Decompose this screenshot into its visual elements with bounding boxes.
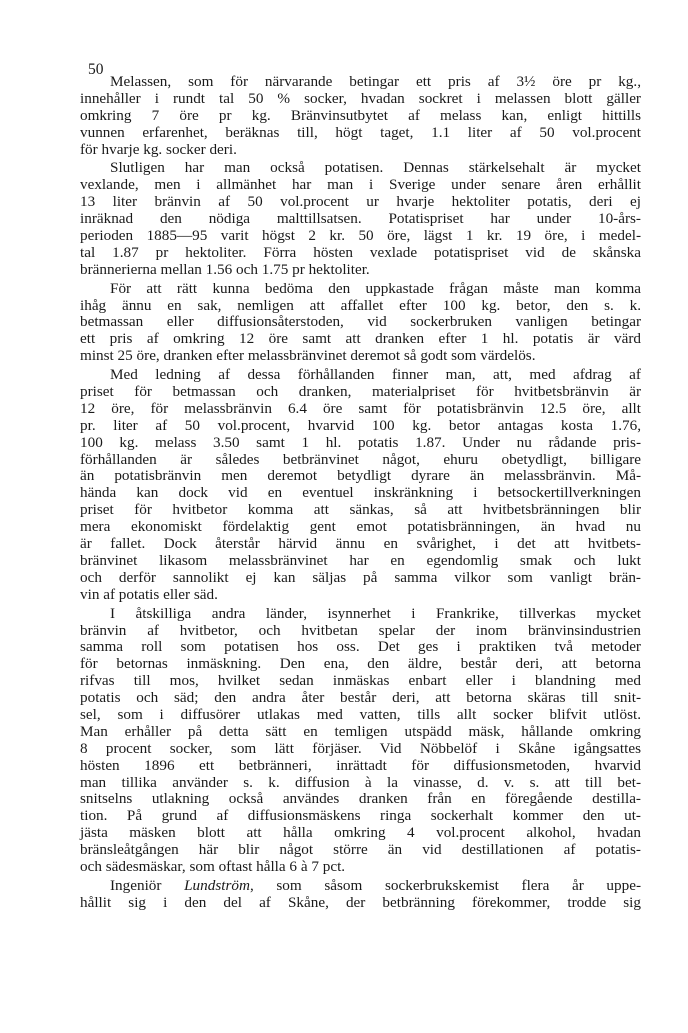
text-line: potatis och säd; den andra åter består deri, att betorna skäras till snit- — [80, 689, 641, 707]
body-text — [80, 74, 641, 914]
text-line: 13 liter bränvin af 50 vol.procent ur hvarje hektoliter potatis, deri ej — [80, 193, 641, 211]
paragraph — [80, 160, 641, 278]
text-line: 8 procent socker, som lätt förjäser. Vid Nöbbelöf i Skåne igångsattes — [80, 739, 641, 757]
text-line: sel, som i diffusörer utlakas med vatten, tills allt socker blifvit utlöst. — [80, 705, 641, 723]
text-line: mera ekonomiskt fördelaktig gent emot potatisbränningen, än hvad nu — [80, 518, 641, 536]
text-line: och derför sannolikt ej kan säljas på samma vilkor som vanligt brän- — [80, 568, 641, 586]
paragraph — [80, 367, 641, 603]
text-line: samma roll som potatisen hos oss. Det ges i praktiken två metoder — [80, 638, 641, 656]
text-line: priset för betmassan och dranken, materialpriset för hvitbetsbränvin är — [80, 383, 641, 401]
text-line: Med ledning af dessa förhållanden finner man, att, med afdrag af — [110, 366, 641, 384]
text-line: vunnen erfarenhet, beräknas till, högt taget, 1.1 liter af 50 vol.procent — [80, 123, 641, 141]
text-line: minst 25 öre, dranken efter melassbränvinet deremot så godt som värdelös. — [80, 347, 536, 365]
text-line: vin af potatis eller säd. — [80, 585, 218, 603]
text-line: betmassan eller diffusionsåterstoden, vid sockerbruken vanligen betingar — [80, 313, 641, 331]
text-line: förhållanden är således betbränvinet något, ehuru obetydligt, billigare — [80, 450, 641, 468]
text-line: än potatisbränvin men deremot betydligt dyrare än melassbränvin. Må- — [80, 467, 641, 485]
text-line: omkring 7 öre pr kg. Bränvinsutbytet af melass kan, enligt hittills — [80, 106, 641, 124]
text-line: innehåller i rundt tal 50 % socker, hvadan sockret i melassen blott gäller — [80, 89, 641, 107]
text-line: för betornas inmäskning. Den ena, den äldre, består deri, att betorna — [80, 655, 641, 673]
text-line: Ingeniör Lundström, som såsom sockerbrukskemist flera år uppe- — [110, 876, 641, 894]
text-line: tal 1.87 pr hektoliter. Förra hösten vexlade potatispriset vid de skånska — [80, 243, 641, 261]
text-line: tion. På grund af diffusionsmäskens ringa sockerhalt kommer den ut- — [80, 807, 641, 825]
text-line: för hvarje kg. socker deri. — [80, 140, 237, 158]
text-line: brännerierna mellan 1.56 och 1.75 pr hektoliter. — [80, 260, 370, 278]
text-line: Melassen, som för närvarande betingar ett pris af 3½ öre pr kg., — [110, 73, 641, 90]
text-line: priset för hvitbetor komma att sänkas, så att hvitbetsbränningen blir — [80, 501, 641, 519]
text-line: jästa mäsken blott att hålla omkring 4 vol.procent alkohol, hvadan — [80, 824, 641, 842]
paragraph — [80, 606, 641, 876]
text-line: 12 öre, för melassbränvin 6.4 öre samt för potatisbränvin 12.5 öre, allt — [80, 399, 641, 417]
paragraph — [80, 878, 641, 912]
text-line: bränvin af hvitbetor, och hvitbetan spelar der inom bränvinsindustrien — [80, 621, 641, 639]
emphasized-name: Lundström — [184, 876, 250, 894]
paragraph — [80, 281, 641, 365]
text-line: hända kan dock vid en eventuel inskränkning i betsockertillverkningen — [80, 484, 641, 502]
page-number: 50 — [88, 61, 104, 78]
text-line: 100 kg. melass 3.50 samt 1 hl. potatis 1.87. Under nu rådande pris- — [80, 433, 641, 451]
text-line: hösten 1896 ett betbränneri, inrättadt för diffusionsmetoden, hvarvid — [80, 756, 641, 774]
text-line: och sädesmäskar, som oftast hålla 6 à 7 pct. — [80, 857, 346, 875]
text-line: är fallet. Dock återstår härvid ännu en svårighet, i det att hvitbets- — [80, 535, 641, 553]
text-line: ett pris af omkring 12 öre samt att dranken efter 1 hl. potatis är värd — [80, 330, 641, 348]
text-line: I åtskilliga andra länder, isynnerhet i Frankrike, tillverkas mycket — [110, 604, 641, 622]
text-line: bränsleåtgången här blir något större än vid destillationen af potatis- — [80, 841, 641, 859]
text-line: Slutligen har man också potatisen. Dennas stärkelsehalt är mycket — [110, 159, 641, 177]
text-line: perioden 1885—95 varit högst 2 kr. 50 öre, lägst 1 kr. 19 öre, i medel- — [80, 227, 641, 245]
text-line: man tillika använder s. k. diffusion à la vinasse, d. v. s. att till bet- — [80, 773, 641, 791]
text-line: ihåg ännu en sak, nemligen att affallet efter 100 kg. betor, den s. k. — [80, 296, 641, 314]
text-line: hållit sig i den del af Skåne, der betbränning förekommer, trodde sig — [80, 893, 641, 911]
paragraph — [80, 74, 641, 158]
text-line: Man erhåller på detta sätt en temligen utspädd mäsk, hållande omkring — [80, 722, 641, 740]
text-line: pr. liter af 50 vol.procent, hvarvid 100 kg. betor antagas kosta 1.76, — [80, 416, 641, 434]
text-line: bränvinet likasom melassbränvinet har en egendomlig smak och lukt — [80, 551, 641, 569]
text-line: snitselns utlakning också användes dranken från en föregående destilla- — [80, 790, 641, 808]
text-line: rifvas till mos, hvilket sedan inmäskas enbart eller i blandning med — [80, 672, 641, 690]
text-line: vexlande, men i allmänhet har man i Sverige under senare åren erhållit — [80, 176, 641, 194]
text-line: inräknad den nödiga malttillsatsen. Potatispriset har under 10-års- — [80, 210, 641, 228]
text-line: För att rätt kunna bedöma den uppkastade frågan måste man komma — [110, 279, 641, 297]
